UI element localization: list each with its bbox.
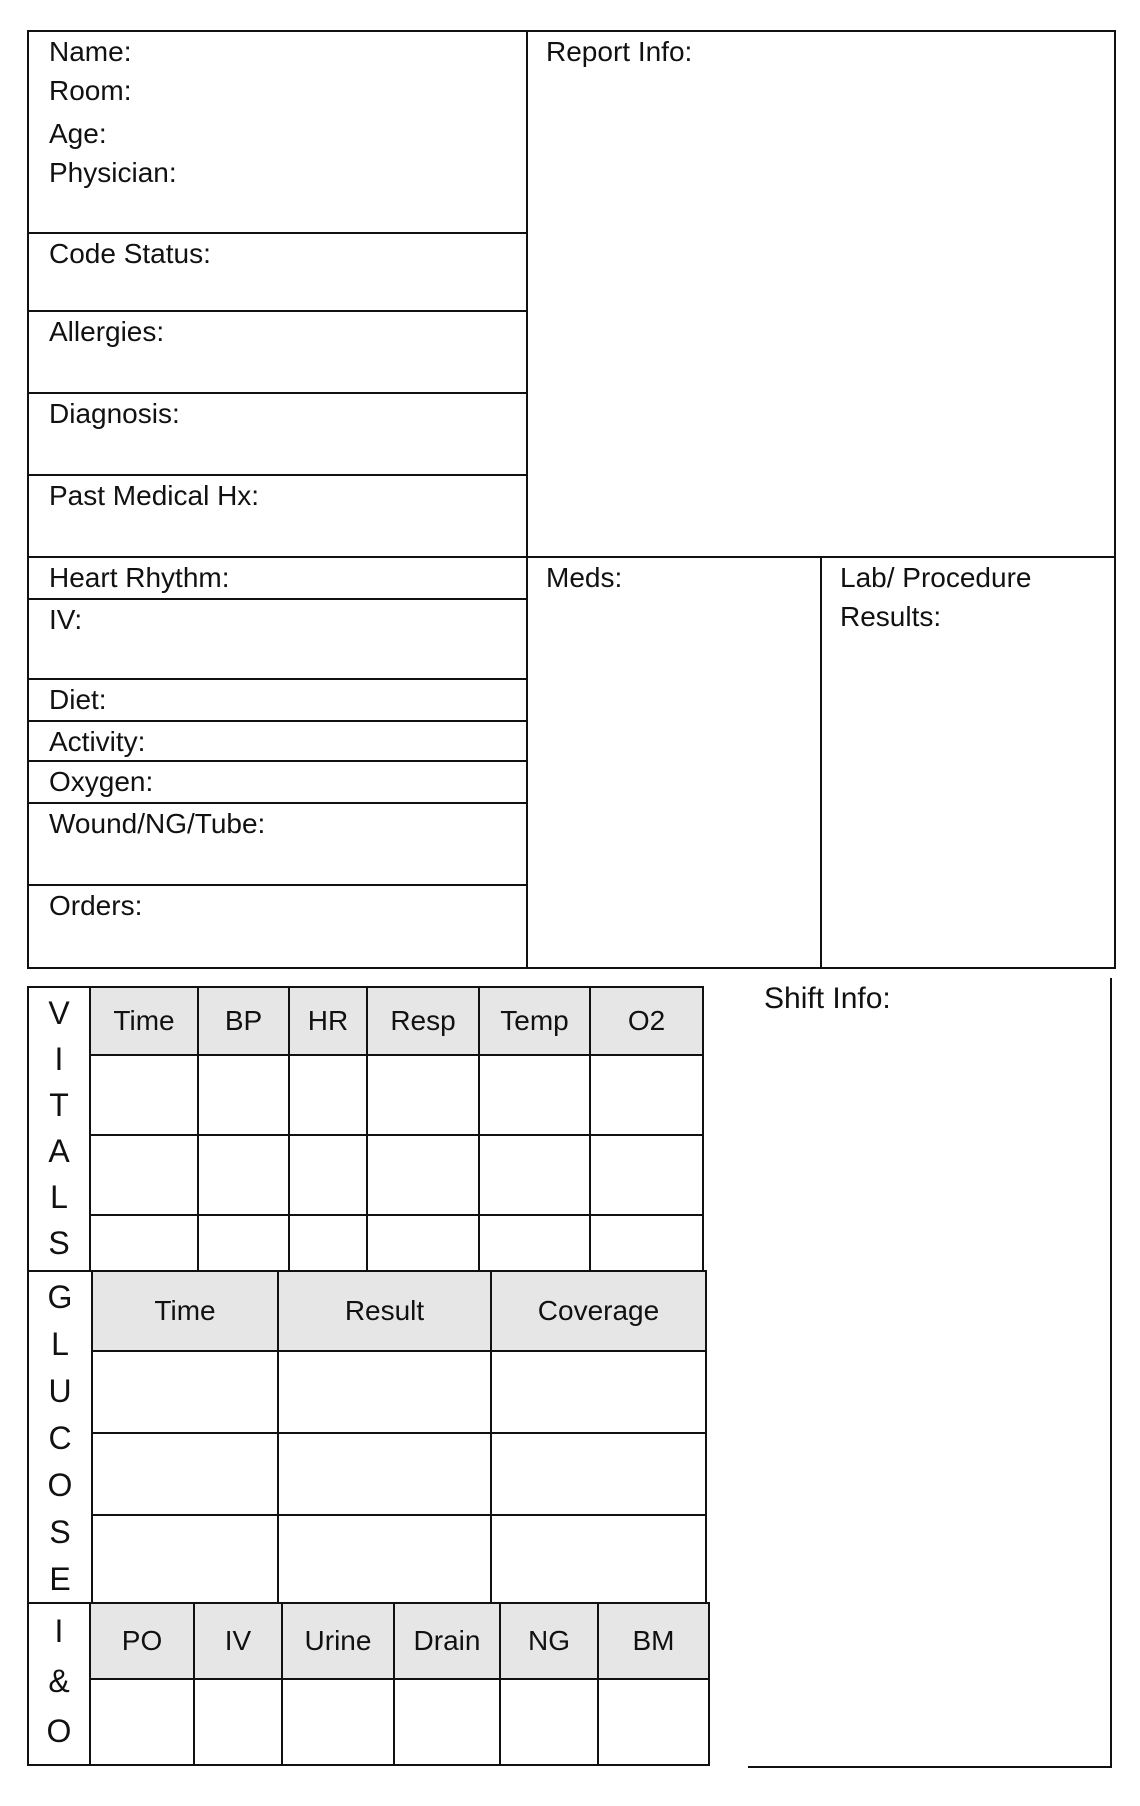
io-letter: O — [46, 1713, 72, 1749]
shift-info-right-border — [1110, 978, 1112, 1768]
vitals-letter: A — [48, 1133, 70, 1169]
divider-after-diagnosis — [27, 474, 527, 476]
vitals-col-line — [197, 986, 199, 1272]
divider-left-right — [526, 30, 528, 969]
glucose-header-coverage: Coverage — [492, 1272, 705, 1350]
vitals-row-line — [89, 1054, 704, 1056]
io-col-line — [393, 1602, 395, 1766]
io-col-line — [281, 1602, 283, 1766]
activity-label: Activity: — [49, 726, 146, 757]
glucose-letter: E — [49, 1561, 71, 1597]
diet-label: Diet: — [49, 684, 107, 715]
vitals-col-line — [366, 986, 368, 1272]
glucose-letter: L — [51, 1326, 69, 1362]
glucose-letter: C — [48, 1420, 72, 1456]
orders-label: Orders: — [49, 890, 143, 921]
vitals-header-temp: Temp — [480, 988, 589, 1054]
glucose-row-line — [91, 1350, 707, 1352]
io-col-line — [597, 1602, 599, 1766]
divider-after-wound — [27, 884, 527, 886]
vitals-header-resp: Resp — [368, 988, 478, 1054]
report-info-label: Report Info: — [546, 36, 693, 67]
divider-after-past-medical — [27, 556, 527, 558]
io-header-drain: Drain — [395, 1604, 499, 1678]
wound-label: Wound/NG/Tube: — [49, 808, 266, 839]
vitals-header-bp: BP — [199, 988, 288, 1054]
vitals-letter: S — [48, 1225, 70, 1261]
glucose-letter: O — [47, 1467, 73, 1503]
heart-rhythm-label: Heart Rhythm: — [49, 562, 230, 593]
io-col-line — [193, 1602, 195, 1766]
shift-info-bottom-border — [748, 1766, 1112, 1768]
divider-meds-lab — [820, 556, 822, 969]
name-label: Name: — [49, 36, 132, 67]
vitals-letter: V — [48, 995, 70, 1031]
io-col-line — [499, 1602, 501, 1766]
vitals-letter: T — [49, 1087, 69, 1123]
glucose-letter: U — [48, 1373, 72, 1409]
vitals-col-line — [288, 986, 290, 1272]
code-status-label: Code Status: — [49, 238, 211, 269]
io-letter: I — [54, 1613, 64, 1649]
room-label: Room: — [49, 75, 132, 106]
io-header-bm: BM — [599, 1604, 708, 1678]
vitals-letter: L — [50, 1179, 68, 1215]
io-header-po: PO — [91, 1604, 193, 1678]
io-header-ng: NG — [501, 1604, 597, 1678]
meds-label: Meds: — [546, 562, 623, 593]
glucose-row-line — [91, 1514, 707, 1516]
vitals-row-line — [89, 1134, 704, 1136]
vitals-col-line — [478, 986, 480, 1272]
age-label: Age: — [49, 118, 107, 149]
glucose-header-time: Time — [93, 1272, 277, 1350]
vitals-header-o2: O2 — [591, 988, 702, 1054]
glucose-letter: S — [49, 1514, 71, 1550]
lab-results-label: Results: — [840, 601, 942, 632]
vitals-row-line — [89, 1214, 704, 1216]
vitals-header-hr: HR — [290, 988, 366, 1054]
glucose-row-line — [91, 1432, 707, 1434]
divider-after-allergies — [27, 392, 527, 394]
diagnosis-label: Diagnosis: — [49, 398, 180, 429]
glucose-letter: G — [47, 1279, 73, 1315]
vitals-side-label — [29, 990, 89, 1266]
past-medical-label: Past Medical Hx: — [49, 480, 260, 511]
glucose-header-result: Result — [279, 1272, 490, 1350]
divider-after-physician — [27, 232, 527, 234]
vitals-header-time: Time — [91, 988, 197, 1054]
shift-info-label: Shift Info: — [764, 982, 891, 1015]
lab-procedure-label: Lab/ Procedure — [840, 562, 1032, 593]
physician-label: Physician: — [49, 157, 177, 188]
io-side-label — [29, 1606, 89, 1756]
divider-after-activity — [27, 760, 527, 762]
glucose-col-line — [277, 1270, 279, 1604]
glucose-col-line — [490, 1270, 492, 1604]
allergies-label: Allergies: — [49, 316, 165, 347]
divider-after-diet — [27, 720, 527, 722]
iv-label: IV: — [49, 604, 83, 635]
glucose-side-label — [29, 1274, 91, 1603]
io-header-iv: IV — [195, 1604, 281, 1678]
divider-after-oxygen — [27, 802, 527, 804]
vitals-col-line — [589, 986, 591, 1272]
oxygen-label: Oxygen: — [49, 766, 154, 797]
io-row-line — [89, 1678, 710, 1680]
divider-after-iv — [27, 678, 527, 680]
io-letter: & — [48, 1663, 70, 1699]
io-header-urine: Urine — [283, 1604, 393, 1678]
divider-after-code-status — [27, 310, 527, 312]
divider-after-heart-rhythm — [27, 598, 527, 600]
vitals-letter: I — [54, 1041, 64, 1077]
